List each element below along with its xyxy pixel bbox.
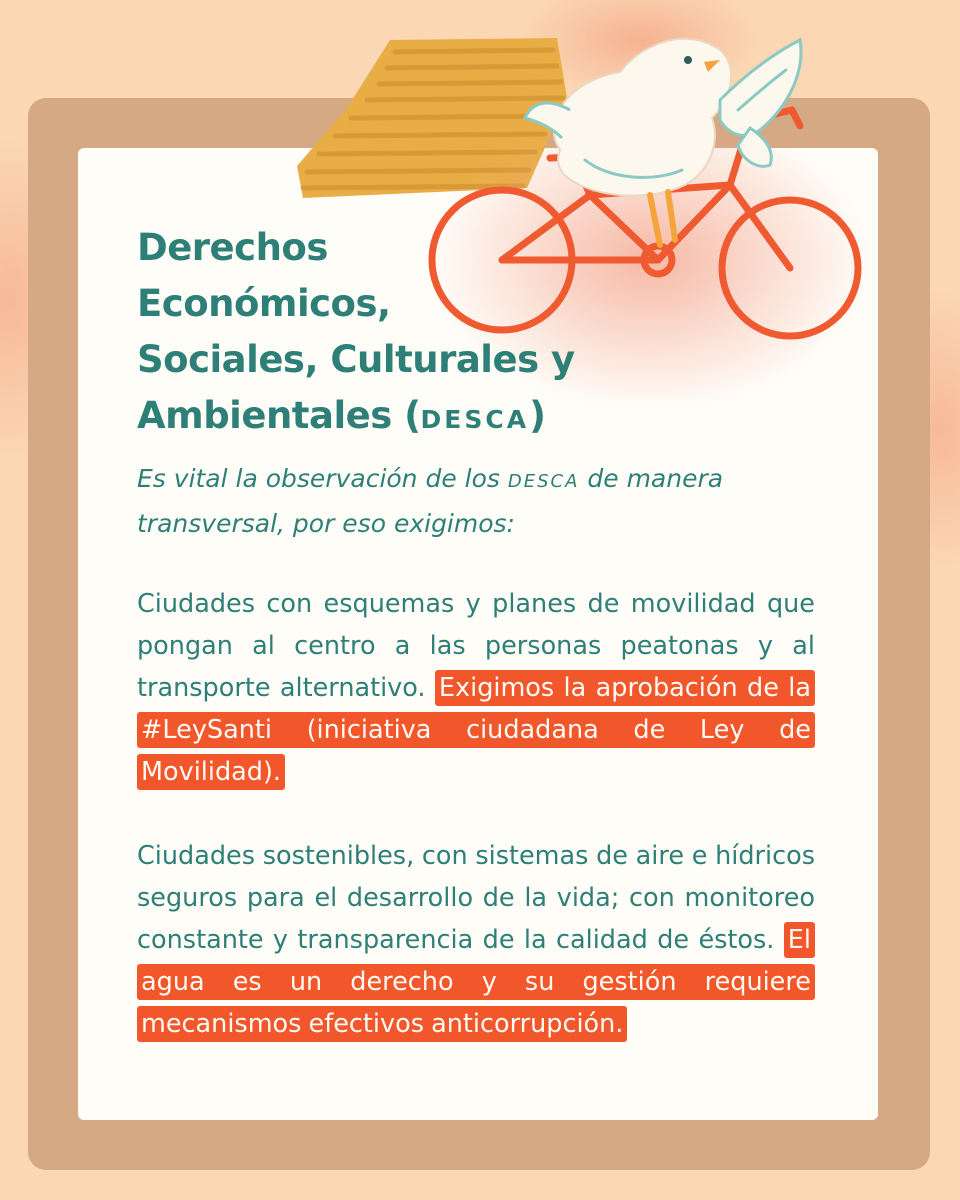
paragraph-movilidad: [137, 583, 815, 793]
subtitle: [137, 458, 815, 545]
paragraph-text: Ciudades sostenibles, con sistemas de aire e hídricos seguros para el desarrollo de la vida; con monitoreo constante y transparencia de la calidad de éstos.: [137, 841, 815, 955]
title-line-1: Derechos: [137, 226, 328, 269]
highlighted-demand: El agua es un derecho y su gestión requiere mecanismos efectivos anticorrupción.: [137, 922, 815, 1042]
subtitle-acronym: DESCA: [507, 471, 580, 492]
page-title: [137, 220, 815, 448]
highlighted-demand: Exigimos la aprobación de la #LeySanti (iniciativa ciudadana de Ley de Movilidad).: [137, 670, 815, 790]
subtitle-part-1: Es vital la observación de los: [137, 464, 508, 493]
title-acronym: DESCA: [420, 405, 530, 434]
paragraph-text: Ciudades con esquemas y planes de movilidad que pongan al centro a las personas peatonas y al transporte alternativo.: [137, 589, 815, 703]
paragraph-sostenibles: [137, 835, 815, 1045]
subtitle-part-2: de manera transversal, por eso exigimos:: [137, 464, 724, 538]
main-content: [137, 220, 815, 1045]
title-line-2: Económicos,: [137, 282, 391, 325]
title-line-3: Sociales, Culturales y: [137, 338, 575, 381]
title-close-paren: ): [529, 394, 546, 437]
title-line-4: Ambientales (: [137, 394, 421, 437]
